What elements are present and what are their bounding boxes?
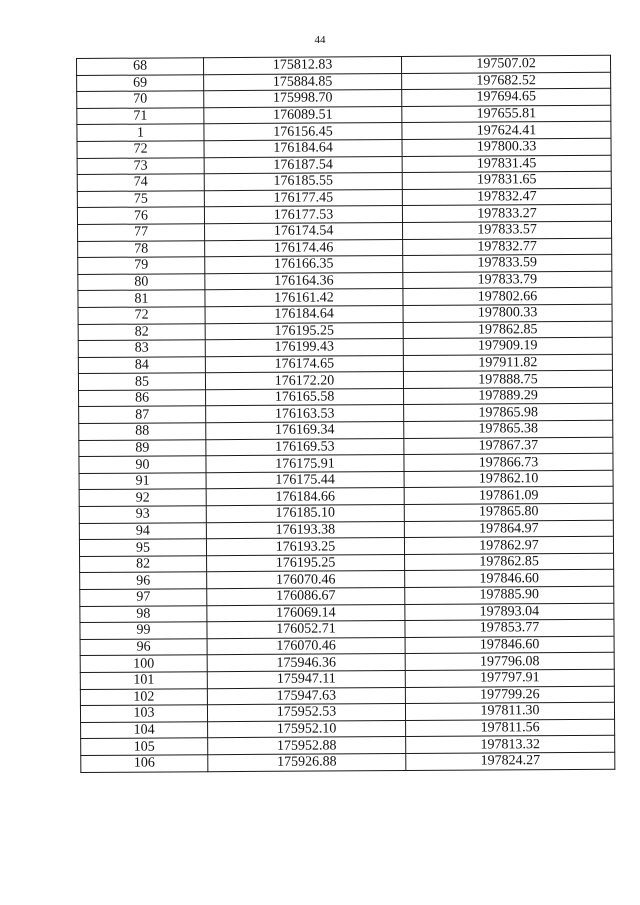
point-number-cell: 77 xyxy=(78,224,205,241)
point-number-cell: 78 xyxy=(78,240,205,257)
x-coordinate-cell: 176193.38 xyxy=(206,521,404,539)
x-coordinate-cell: 175926.88 xyxy=(208,753,406,771)
x-coordinate-cell: 176172.20 xyxy=(205,372,403,390)
y-coordinate-cell: 197846.60 xyxy=(405,636,614,654)
y-coordinate-cell: 197865.98 xyxy=(404,404,613,422)
point-number-cell: 99 xyxy=(80,622,207,639)
x-coordinate-cell: 176156.45 xyxy=(204,123,402,141)
y-coordinate-cell: 197831.45 xyxy=(402,155,611,173)
point-number-cell: 90 xyxy=(79,456,206,473)
point-number-cell: 101 xyxy=(80,672,207,689)
x-coordinate-cell: 176195.25 xyxy=(205,322,403,340)
y-coordinate-cell: 197832.77 xyxy=(403,238,612,256)
coordinates-table-body xyxy=(77,55,615,772)
x-coordinate-cell: 175998.70 xyxy=(204,90,402,108)
x-coordinate-cell: 176184.64 xyxy=(205,305,403,323)
x-coordinate-cell: 176169.53 xyxy=(206,438,404,456)
point-number-cell: 106 xyxy=(81,755,208,772)
point-number-cell: 72 xyxy=(77,141,204,158)
y-coordinate-cell: 197833.27 xyxy=(402,205,611,223)
x-coordinate-cell: 175947.11 xyxy=(207,670,405,688)
x-coordinate-cell: 176089.51 xyxy=(204,106,402,124)
y-coordinate-cell: 197624.41 xyxy=(402,122,611,140)
x-coordinate-cell: 176175.91 xyxy=(206,455,404,473)
y-coordinate-cell: 197796.08 xyxy=(405,653,614,671)
point-number-cell: 73 xyxy=(77,157,204,174)
point-number-cell: 72 xyxy=(78,307,205,324)
y-coordinate-cell: 197655.81 xyxy=(402,105,611,123)
x-coordinate-cell: 176175.44 xyxy=(206,471,404,489)
point-number-cell: 83 xyxy=(78,340,205,357)
point-number-cell: 100 xyxy=(80,655,207,672)
point-number-cell: 95 xyxy=(79,539,206,556)
x-coordinate-cell: 176195.25 xyxy=(207,554,405,572)
point-number-cell: 87 xyxy=(79,406,206,423)
point-number-cell: 69 xyxy=(77,74,204,91)
point-number-cell: 85 xyxy=(78,373,205,390)
x-coordinate-cell: 176177.45 xyxy=(204,189,402,207)
y-coordinate-cell: 197846.60 xyxy=(405,570,614,588)
point-number-cell: 86 xyxy=(79,390,206,407)
x-coordinate-cell: 175884.85 xyxy=(204,73,402,91)
y-coordinate-cell: 197811.30 xyxy=(405,702,614,720)
y-coordinate-cell: 197813.32 xyxy=(406,736,615,754)
y-coordinate-cell: 197831.65 xyxy=(402,171,611,189)
y-coordinate-cell: 197888.75 xyxy=(403,371,612,389)
x-coordinate-cell: 176069.14 xyxy=(207,604,405,622)
point-number-cell: 80 xyxy=(78,273,205,290)
y-coordinate-cell: 197865.80 xyxy=(404,503,613,521)
point-number-cell: 102 xyxy=(80,688,207,705)
point-number-cell: 75 xyxy=(77,190,204,207)
y-coordinate-cell: 197833.59 xyxy=(403,254,612,272)
point-number-cell: 82 xyxy=(78,323,205,340)
point-number-cell: 96 xyxy=(80,638,207,655)
x-coordinate-cell: 175952.10 xyxy=(208,720,406,738)
x-coordinate-cell: 176177.53 xyxy=(204,206,402,224)
x-coordinate-cell: 176199.43 xyxy=(205,339,403,357)
page-number: 44 xyxy=(314,34,326,46)
y-coordinate-cell: 197811.56 xyxy=(406,719,615,737)
point-number-cell: 1 xyxy=(77,124,204,141)
point-number-cell: 70 xyxy=(77,91,204,108)
x-coordinate-cell: 176052.71 xyxy=(207,621,405,639)
point-number-cell: 94 xyxy=(79,522,206,539)
point-number-cell: 98 xyxy=(80,605,207,622)
point-number-cell: 81 xyxy=(78,290,205,307)
y-coordinate-cell: 197862.85 xyxy=(403,321,612,339)
x-coordinate-cell: 175946.36 xyxy=(207,654,405,672)
x-coordinate-cell: 176193.25 xyxy=(206,538,404,556)
point-number-cell: 79 xyxy=(78,257,205,274)
x-coordinate-cell: 175952.88 xyxy=(208,737,406,755)
coordinates-table xyxy=(76,55,615,773)
x-coordinate-cell: 175952.53 xyxy=(207,704,405,722)
point-number-cell: 88 xyxy=(79,423,206,440)
point-number-cell: 92 xyxy=(79,489,206,506)
y-coordinate-cell: 197865.38 xyxy=(404,420,613,438)
x-coordinate-cell: 176086.67 xyxy=(207,588,405,606)
y-coordinate-cell: 197885.90 xyxy=(405,586,614,604)
x-coordinate-cell: 176174.54 xyxy=(205,222,403,240)
y-coordinate-cell: 197694.65 xyxy=(402,88,611,106)
y-coordinate-cell: 197893.04 xyxy=(405,603,614,621)
x-coordinate-cell: 176174.46 xyxy=(205,239,403,257)
x-coordinate-cell: 176185.10 xyxy=(206,505,404,523)
point-number-cell: 84 xyxy=(78,356,205,373)
point-number-cell: 105 xyxy=(81,738,208,755)
y-coordinate-cell: 197862.97 xyxy=(404,536,613,554)
x-coordinate-cell: 176161.42 xyxy=(205,289,403,307)
y-coordinate-cell: 197864.97 xyxy=(404,520,613,538)
y-coordinate-cell: 197911.82 xyxy=(403,354,612,372)
x-coordinate-cell: 176165.58 xyxy=(206,388,404,406)
y-coordinate-cell: 197682.52 xyxy=(402,72,611,90)
y-coordinate-cell: 197507.02 xyxy=(401,55,610,73)
x-coordinate-cell: 176166.35 xyxy=(205,256,403,274)
y-coordinate-cell: 197832.47 xyxy=(402,188,611,206)
x-coordinate-cell: 175947.63 xyxy=(207,687,405,705)
x-coordinate-cell: 176169.34 xyxy=(206,422,404,440)
point-number-cell: 96 xyxy=(80,572,207,589)
point-number-cell: 91 xyxy=(79,473,206,490)
point-number-cell: 103 xyxy=(80,705,207,722)
x-coordinate-cell: 176164.36 xyxy=(205,272,403,290)
point-number-cell: 68 xyxy=(77,58,204,75)
x-coordinate-cell: 176185.55 xyxy=(204,173,402,191)
point-number-cell: 93 xyxy=(79,506,206,523)
y-coordinate-cell: 197862.10 xyxy=(404,470,613,488)
y-coordinate-cell: 197824.27 xyxy=(406,752,615,770)
x-coordinate-cell: 176184.66 xyxy=(206,488,404,506)
y-coordinate-cell: 197833.57 xyxy=(403,221,612,239)
point-number-cell: 89 xyxy=(79,439,206,456)
point-number-cell: 71 xyxy=(77,108,204,125)
x-coordinate-cell: 176163.53 xyxy=(206,405,404,423)
y-coordinate-cell: 197799.26 xyxy=(405,686,614,704)
point-number-cell: 76 xyxy=(77,207,204,224)
point-number-cell: 82 xyxy=(80,556,207,573)
y-coordinate-cell: 197853.77 xyxy=(405,619,614,637)
y-coordinate-cell: 197800.33 xyxy=(403,304,612,322)
y-coordinate-cell: 197861.09 xyxy=(404,487,613,505)
x-coordinate-cell: 176187.54 xyxy=(204,156,402,174)
y-coordinate-cell: 197800.33 xyxy=(402,138,611,156)
y-coordinate-cell: 197867.37 xyxy=(404,437,613,455)
y-coordinate-cell: 197866.73 xyxy=(404,453,613,471)
y-coordinate-cell: 197802.66 xyxy=(403,288,612,306)
x-coordinate-cell: 176070.46 xyxy=(207,571,405,589)
point-number-cell: 104 xyxy=(81,721,208,738)
x-coordinate-cell: 176070.46 xyxy=(207,637,405,655)
y-coordinate-cell: 197889.29 xyxy=(404,387,613,405)
point-number-cell: 97 xyxy=(80,589,207,606)
y-coordinate-cell: 197833.79 xyxy=(403,271,612,289)
table-row xyxy=(81,752,615,772)
point-number-cell: 74 xyxy=(77,174,204,191)
y-coordinate-cell: 197909.19 xyxy=(403,337,612,355)
y-coordinate-cell: 197797.91 xyxy=(405,669,614,687)
x-coordinate-cell: 176184.64 xyxy=(204,139,402,157)
x-coordinate-cell: 176174.65 xyxy=(205,355,403,373)
x-coordinate-cell: 175812.83 xyxy=(204,57,402,75)
y-coordinate-cell: 197862.85 xyxy=(405,553,614,571)
